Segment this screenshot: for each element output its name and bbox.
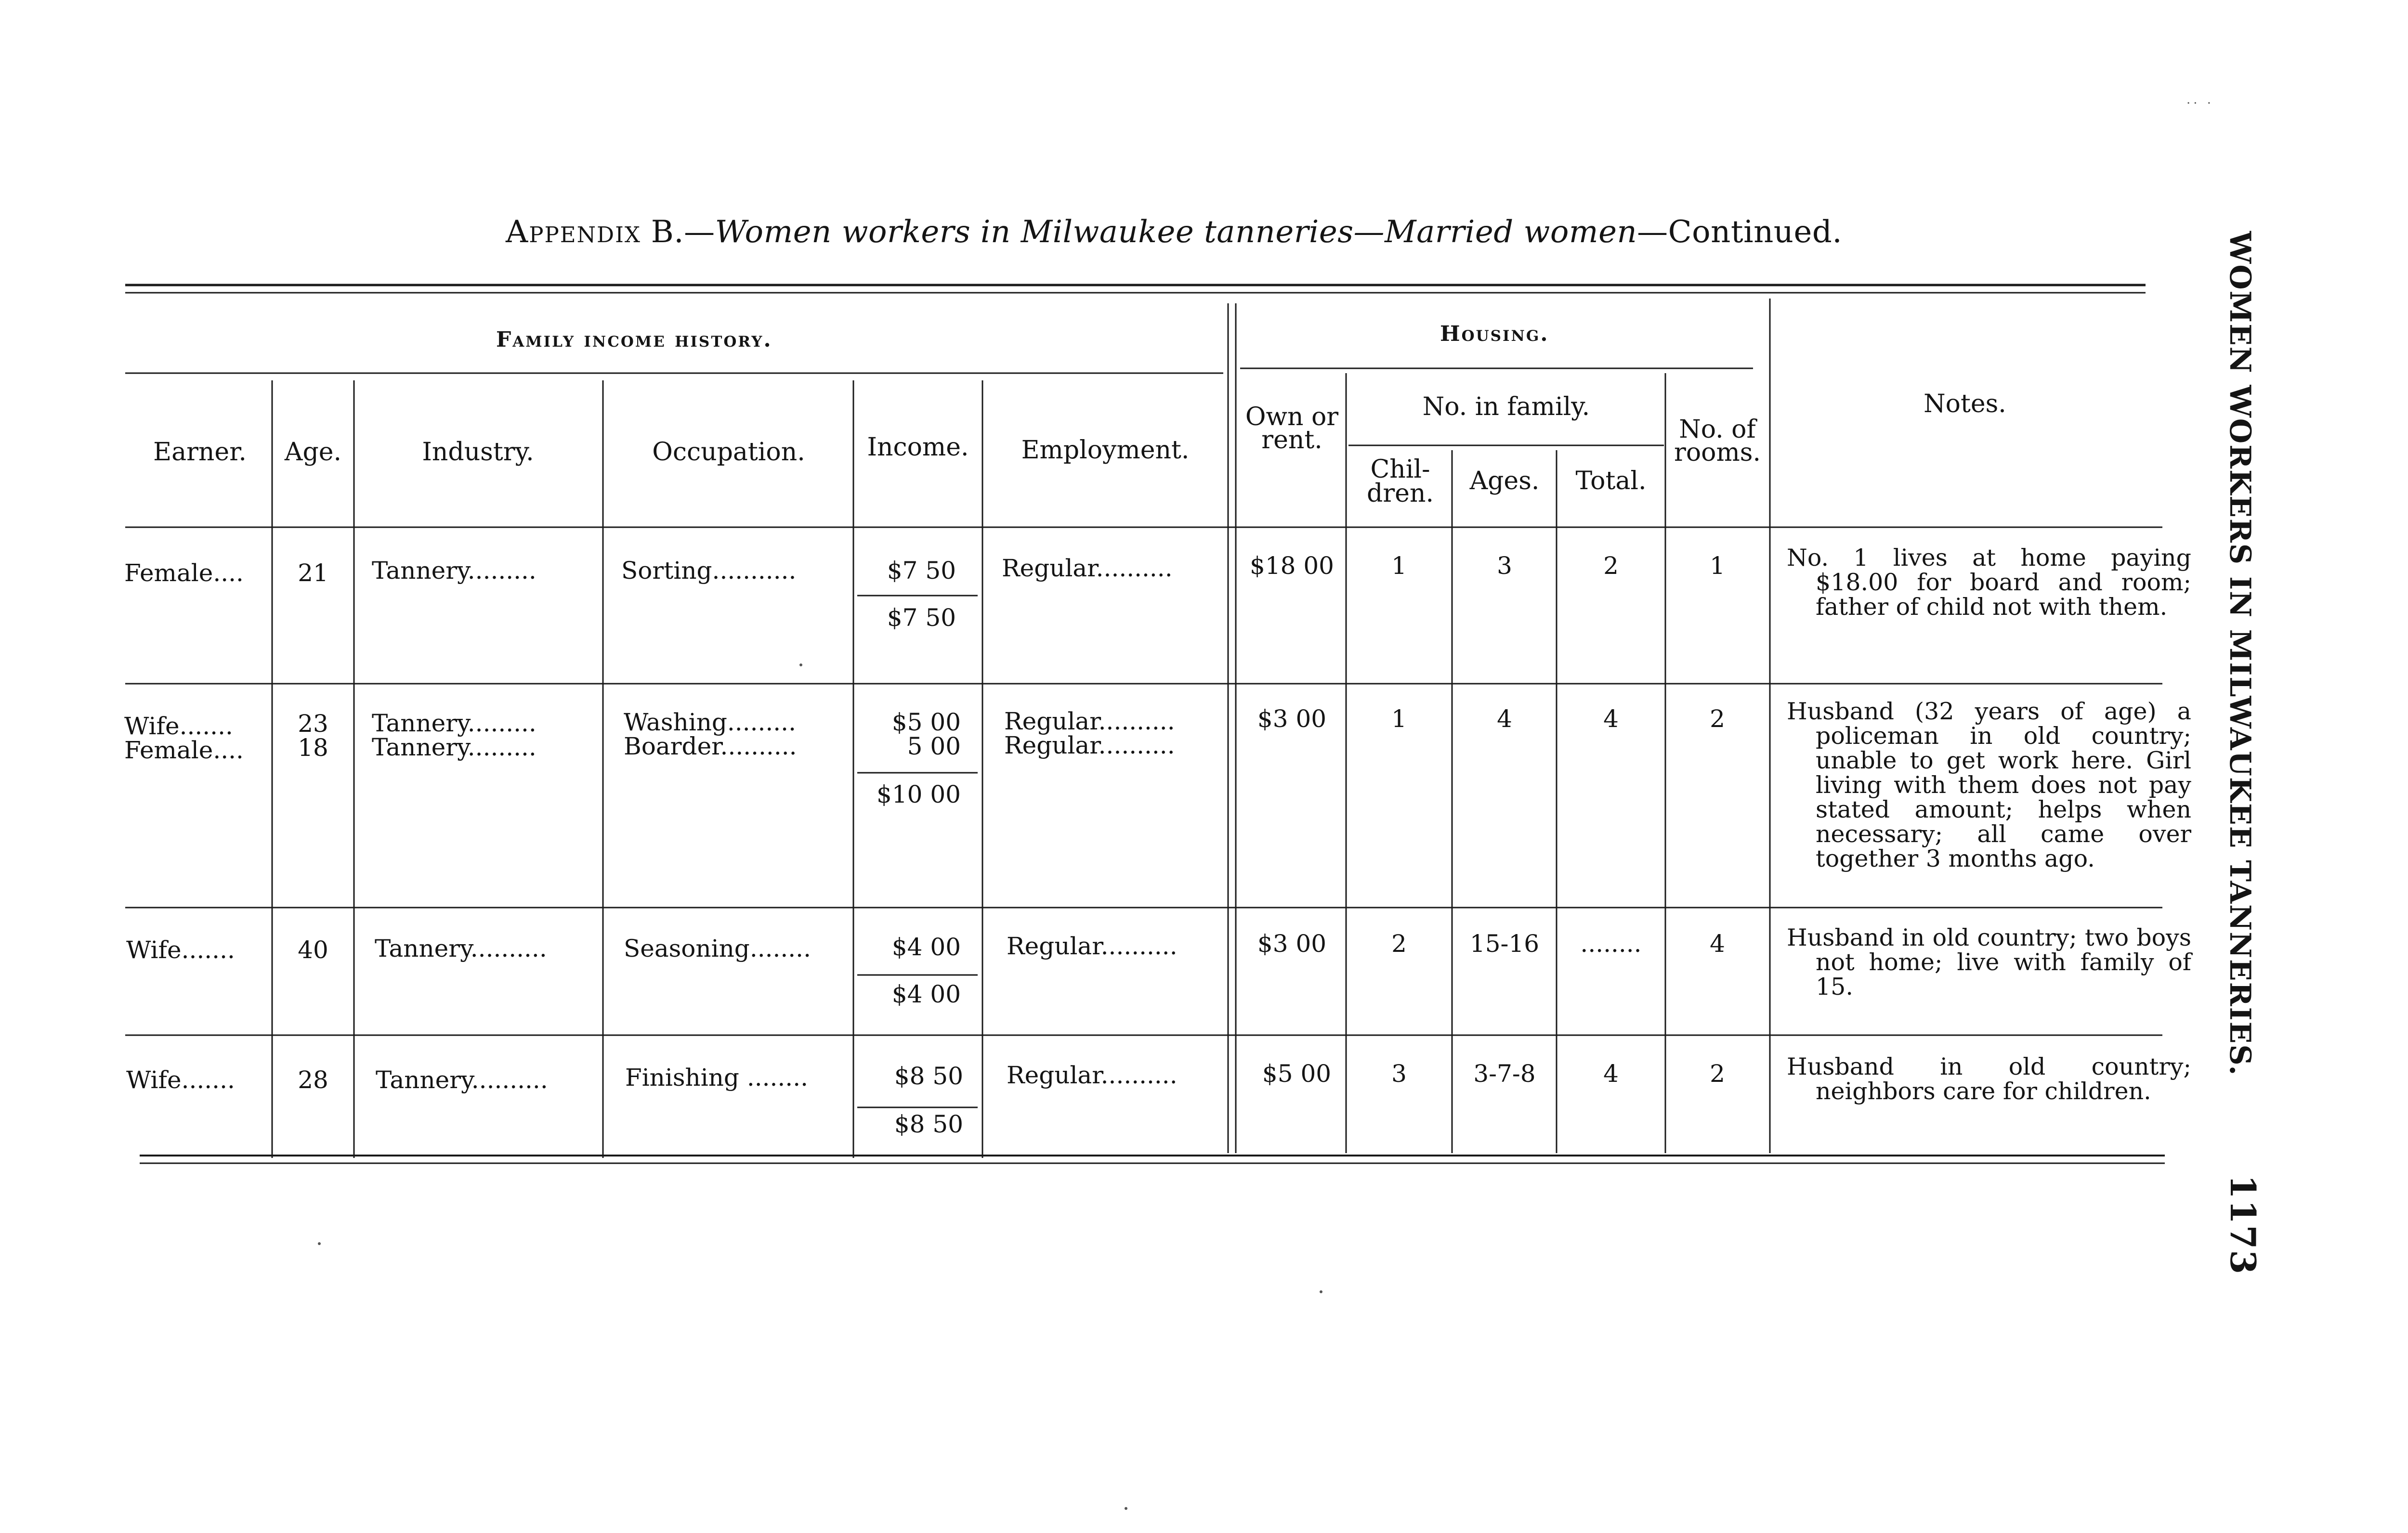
income-cell: $4 00 — [891, 933, 961, 961]
col-notes: Notes. — [1924, 390, 2006, 418]
occupation-cell: Washing......... — [624, 708, 796, 736]
print-speck — [1320, 1290, 1322, 1293]
ages-cell: 3 — [1497, 552, 1512, 580]
industry-cell: Tannery......... — [372, 733, 537, 761]
income-cell: $5 00 — [891, 708, 961, 736]
own-or-rent-cell: $5 00 — [1262, 1060, 1332, 1088]
children-cell: 1 — [1391, 705, 1407, 733]
housing-heading: Housing. — [1440, 322, 1549, 346]
industry-cell: Tannery......... — [372, 709, 537, 737]
col-no-of-rooms: No. of rooms. — [1674, 415, 1761, 467]
total-cell: 4 — [1603, 1060, 1619, 1088]
notes-cell: No. 1 lives at home paying $18.00 for board and room; father of child not with them. — [1787, 544, 2191, 621]
ages-cell: 3-7-8 — [1473, 1060, 1536, 1088]
notes-cell: Husband (32 years of age) a policeman in old country; unable to get work here. Girl living with them does not pay stated amount; helps when necessary; all came over together 3 months ago. — [1787, 698, 2191, 872]
ages-cell: 15-16 — [1469, 930, 1540, 958]
age-cell: 23 — [298, 710, 328, 738]
total-cell: 4 — [1603, 705, 1619, 733]
own-or-rent-cell: $18 00 — [1250, 552, 1334, 580]
income-total-cell: $10 00 — [877, 780, 961, 808]
children-cell: 2 — [1391, 930, 1407, 958]
family-income-history-heading: Family income history. — [496, 327, 772, 352]
own-or-rent-cell: $3 00 — [1257, 705, 1327, 733]
col-age: Age. — [284, 438, 342, 467]
col-own-or-rent: Own or rent. — [1245, 403, 1339, 455]
income-total-cell: $8 50 — [894, 1110, 963, 1138]
income-cell: $8 50 — [894, 1062, 963, 1090]
income-total-cell: $7 50 — [887, 604, 956, 632]
earner-cell: Wife....... — [126, 1066, 235, 1094]
col-employment: Employment. — [1021, 436, 1190, 465]
rooms-cell: 1 — [1710, 552, 1725, 580]
children-cell: 3 — [1391, 1060, 1407, 1088]
earner-cell: Wife....... — [126, 936, 235, 964]
income-cell: $7 50 — [887, 557, 956, 585]
print-speck — [1125, 1507, 1127, 1510]
occupation-cell: Finishing ........ — [625, 1064, 808, 1091]
ages-cell: 4 — [1497, 705, 1512, 733]
earner-cell: Wife....... — [124, 712, 233, 740]
employment-cell: Regular.......... — [1002, 554, 1173, 582]
total-cell: 2 — [1603, 552, 1619, 580]
title-letter: B.— — [651, 214, 715, 250]
col-industry: Industry. — [422, 438, 534, 467]
occupation-cell: Boarder.......... — [624, 732, 797, 760]
earner-cell: Female.... — [124, 736, 244, 764]
occupation-cell: Seasoning........ — [624, 935, 811, 962]
income-total-cell: $4 00 — [891, 980, 961, 1008]
running-title: WOMEN WORKERS IN MILWAUKEE TANNERIES. — [2223, 231, 2257, 1077]
col-no-in-family: No. in family. — [1422, 392, 1590, 421]
age-cell: 40 — [298, 936, 328, 964]
col-children: Chil- dren. — [1367, 455, 1434, 508]
industry-cell: Tannery.......... — [375, 935, 547, 962]
col-income: Income. — [867, 433, 969, 462]
title-suffix: —Continued. — [1637, 214, 1843, 250]
age-cell: 18 — [298, 734, 328, 762]
title-appendix: Appendix — [506, 214, 641, 250]
employment-cell: Regular.......... — [1004, 731, 1175, 759]
age-cell: 21 — [298, 559, 328, 587]
col-earner: Earner. — [153, 438, 247, 467]
age-cell: 28 — [298, 1066, 328, 1094]
col-total: Total. — [1575, 467, 1647, 495]
notes-cell: Husband in old country; neighbors care for children. — [1787, 1053, 2191, 1105]
rooms-cell: 2 — [1710, 705, 1725, 733]
title-italic: Women workers in Milwaukee tanneries—Married women — [715, 214, 1637, 250]
col-occupation: Occupation. — [652, 438, 805, 467]
industry-cell: Tannery.......... — [376, 1066, 548, 1094]
corner-mark: ·· · — [2186, 96, 2214, 111]
page-number: 1173 — [2223, 1175, 2264, 1275]
col-ages: Ages. — [1469, 467, 1540, 495]
occupation-cell: Sorting........... — [621, 557, 797, 585]
rooms-cell: 4 — [1710, 930, 1725, 958]
earner-cell: Female.... — [124, 559, 244, 587]
notes-cell: Husband in old country; two boys not home; live with family of 15. — [1787, 924, 2191, 1000]
print-speck — [799, 663, 802, 666]
print-speck — [318, 1242, 321, 1245]
employment-cell: Regular.......... — [1004, 707, 1175, 735]
employment-cell: Regular.......... — [1007, 932, 1178, 960]
industry-cell: Tannery......... — [372, 557, 537, 585]
children-cell: 1 — [1391, 552, 1407, 580]
employment-cell: Regular.......... — [1007, 1061, 1178, 1089]
total-cell: ........ — [1580, 930, 1642, 958]
income-cell: 5 00 — [907, 732, 961, 760]
rooms-cell: 2 — [1710, 1060, 1725, 1088]
own-or-rent-cell: $3 00 — [1257, 930, 1327, 958]
